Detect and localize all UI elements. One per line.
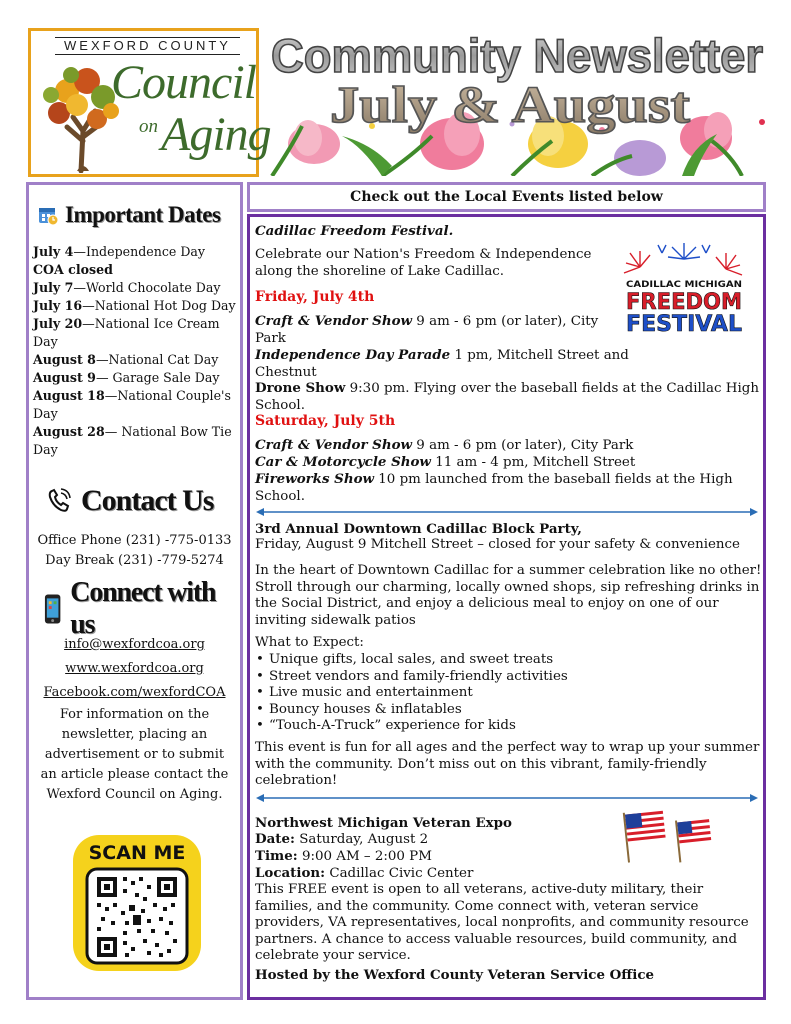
list-item: • “Touch-A-Truck” experience for kids [255, 718, 760, 735]
day2-event: Craft & Vendor Show 9 am - 6 pm (or later), City Park [255, 437, 634, 453]
contact-links [29, 633, 240, 705]
connect-header [43, 577, 239, 640]
date-item: July 7—World Chocolate Day [33, 280, 221, 295]
freedom-title: Cadillac Freedom Festival. [255, 223, 454, 239]
logo-county-text: WEXFORD COUNTY [55, 37, 240, 55]
website-link[interactable]: www.wexfordcoa.org [65, 661, 204, 676]
expect-list [255, 652, 760, 735]
logo-council-text: Council [111, 56, 256, 109]
scan-me-label: SCAN ME [88, 842, 186, 864]
sidebar [26, 182, 243, 1000]
office-phone: Office Phone (231) -775-0133 [37, 533, 232, 548]
email-link[interactable]: info@wexfordcoa.org [64, 637, 205, 652]
list-item: • Live music and entertainment [255, 685, 760, 702]
list-item: • Unique gifts, local sales, and sweet treats [255, 652, 760, 669]
newsletter-info: For information on the newsletter, placing an advertisement or to submit an article please contact the Wexford Council on Aging. [40, 707, 229, 802]
block-party-body: In the heart of Downtown Cadillac for a summer celebration like no other! Stroll through our charming, locally owned shops, sip refreshing drinks in the Social District, and enjoy a delicious meal to enjoy on one of our inviting sidewalk patios [255, 563, 762, 628]
title-line2: July & August [330, 77, 691, 134]
day2-event: Fireworks Show 10 pm launched from the baseball fields at the High School. [255, 471, 733, 504]
section-divider-arrow [256, 793, 758, 803]
day2-event: Car & Motorcycle Show 11 am - 4 pm, Mitchell Street [255, 454, 636, 470]
veteran-hosted-by: Hosted by the Wexford County Veteran Service Office [255, 967, 655, 983]
veteran-location: Location: Cadillac Civic Center [255, 865, 474, 881]
facebook-link[interactable]: Facebook.com/wexfordCOA [43, 685, 226, 700]
logo-aging-text: Aging [161, 108, 271, 161]
newsletter-title [262, 26, 772, 176]
date-item: August 9— Garage Sale Day [33, 370, 220, 385]
what-to-expect: What to Expect: [255, 635, 364, 650]
events-panel [247, 214, 766, 1000]
contact-title: Contact Us [81, 484, 214, 517]
day1-heading: Friday, July 4th [255, 289, 375, 305]
day1-event: Independence Day Parade 1 pm, Mitchell Street and Chestnut [255, 347, 629, 380]
freedom-festival-logo [618, 239, 750, 345]
day1-event: Craft & Vendor Show 9 am - 6 pm (or later), City Park [255, 313, 599, 346]
logo-bot-text: FESTIVAL [626, 312, 742, 337]
phone-list [29, 531, 240, 571]
date-item: August 28— National Bow Tie Day [33, 424, 232, 457]
important-dates-list [33, 243, 241, 459]
calendar-icon [37, 204, 59, 226]
logo-on-text: on [139, 116, 158, 137]
block-party-subtitle: Friday, August 9 Mitchell Street – closed for your safety & convenience [255, 537, 740, 552]
events-banner: Check out the Local Events listed below [247, 182, 766, 212]
smartphone-icon [43, 593, 62, 625]
section-divider-arrow [256, 507, 758, 517]
list-item: • Street vendors and family-friendly activities [255, 669, 760, 686]
veteran-title: Northwest Michigan Veteran Expo [255, 815, 512, 831]
daybreak-phone: Day Break (231) -779-5274 [45, 553, 224, 568]
block-party-title: 3rd Annual Downtown Cadillac Block Party, [255, 521, 582, 537]
freedom-intro: Celebrate our Nation's Freedom & Independence along the shoreline of Lake Cadillac. [255, 247, 592, 279]
date-item: July 16—National Hot Dog Day [33, 298, 236, 313]
important-dates-header [37, 201, 237, 229]
phone-icon [47, 488, 71, 514]
us-flags-icon [622, 805, 718, 863]
date-item: August 8—National Cat Day [33, 352, 219, 367]
veteran-date: Date: Saturday, August 2 [255, 831, 429, 847]
logo-mid-text: FREEDOM [626, 290, 742, 315]
connect-title: Connect with us [70, 577, 216, 640]
day2-heading: Saturday, July 5th [255, 413, 396, 429]
important-dates-title: Important Dates [65, 202, 221, 227]
contact-header [47, 481, 237, 521]
date-item: July 4—Independence Day [33, 244, 206, 259]
date-item: COA closed [33, 262, 113, 277]
veteran-time: Time: 9:00 AM – 2:00 PM [255, 848, 432, 864]
coa-logo [28, 28, 271, 177]
title-line1: Community Newsletter [271, 29, 763, 82]
veteran-body: This FREE event is open to all veterans, active-duty military, their families, and the community. Come connect with, veteran service providers, VA representatives, local nonprofits, and community resource partners. A chance to access valuable resources, build community, and celebrate your service. [255, 882, 749, 963]
date-item: August 18—National Couple's Day [33, 388, 231, 421]
logo-top-text: CADILLAC MICHIGAN [626, 280, 742, 290]
list-item: • Bouncy houses & inflatables [255, 702, 760, 719]
date-item: July 20—National Ice Cream Day [33, 316, 220, 349]
day1-event: Drone Show 9:30 pm. Flying over the baseball fields at the Cadillac High School. [255, 380, 759, 413]
qr-code[interactable] [67, 825, 207, 975]
block-party-closing: This event is fun for all ages and the perfect way to wrap up your summer with the community. Don’t miss out on this vibrant, family-friendly celebration! [255, 740, 760, 788]
